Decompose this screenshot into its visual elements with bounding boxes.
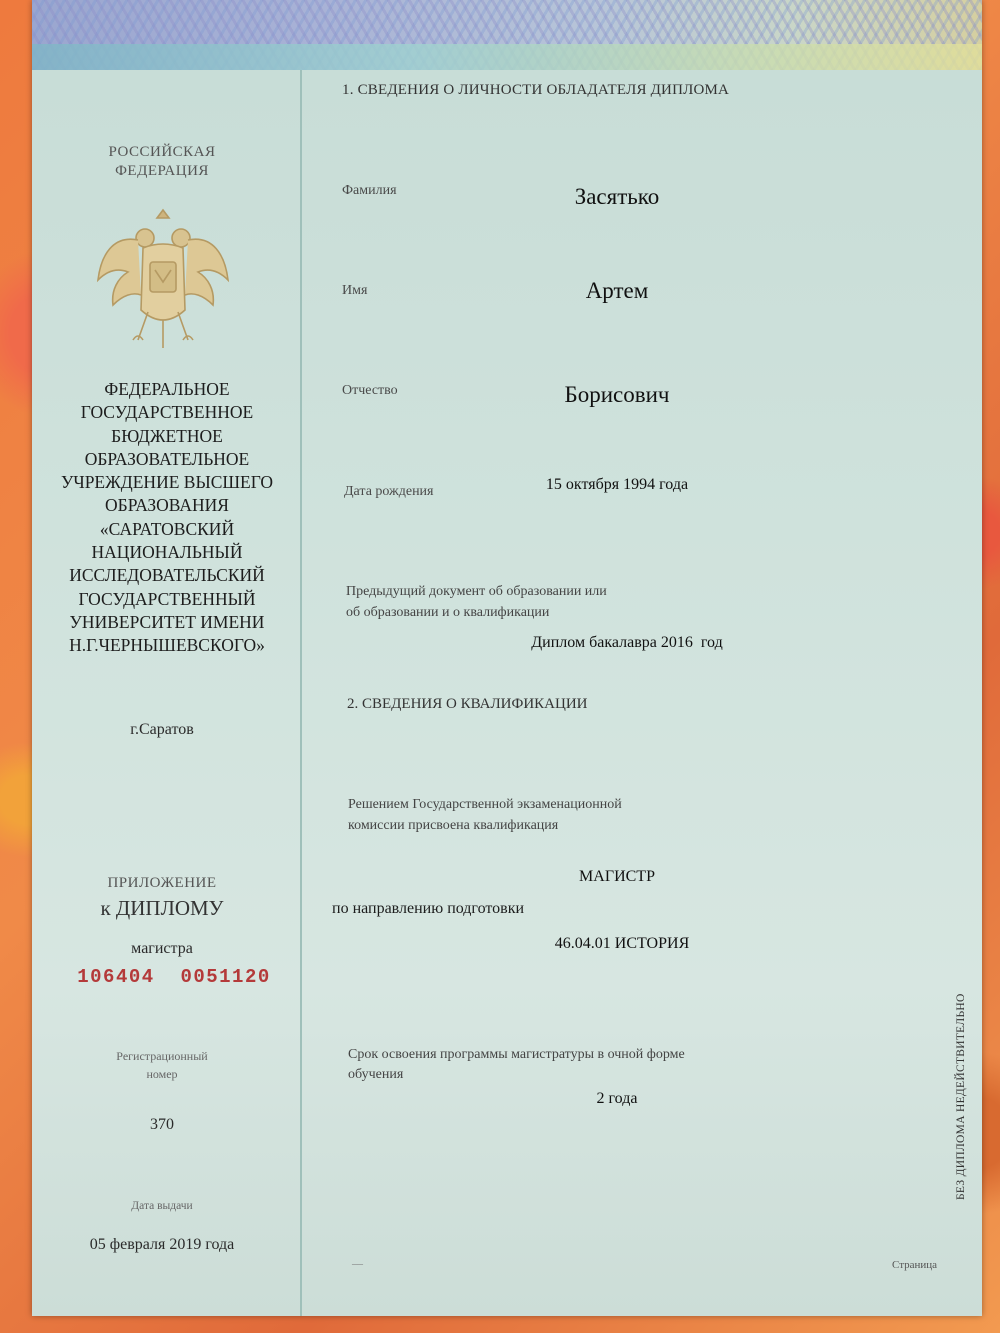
page-label: Страница	[892, 1259, 938, 1271]
university-name: ФЕДЕРАЛЬНОЕ ГОСУДАРСТВЕННОЕ БЮДЖЕТНОЕ ОБРАЗОВАТЕЛЬНОЕ УЧРЕЖДЕНИЕ ВЫСШЕГО ОБРАЗОВАНИЯ «САРАТОВСКИЙ НАЦИОНАЛЬНЫЙ ИССЛЕДОВАТЕЛЬСКИЙ ГОСУДАРСТВЕННЫЙ УНИВЕРСИТЕТ ИМЕНИ Н.Г.ЧЕРНЫШЕВСКОГО»	[60, 379, 274, 656]
qualification-decision-label: Решением Государственной экзаменационной комиссии присвоена квалификация	[348, 797, 622, 833]
qualification-value: МАГИСТР	[579, 868, 655, 885]
previous-document-label: Предыдущий документ об образовании или об образовании и о квалификации	[346, 584, 607, 620]
surname-value: Засятько	[574, 184, 660, 209]
previous-document-value: Диплом бакалавра 2016 год	[531, 634, 723, 651]
section1-heading: 1. СВЕДЕНИЯ О ЛИЧНОСТИ ОБЛАДАТЕЛЯ ДИПЛОМА	[342, 82, 730, 98]
patronymic-label: Отчество	[342, 383, 398, 398]
birth-date-value: 15 октября 1994 года	[545, 476, 689, 493]
first-name-label: Имя	[342, 283, 368, 298]
issue-date-label: Дата выдачи	[131, 1200, 193, 1212]
column-divider	[300, 70, 302, 1316]
direction-label: по направлению подготовки	[332, 900, 525, 917]
registration-number: 370	[150, 1116, 174, 1133]
decorative-band-edge	[32, 44, 982, 70]
signature-mark: __	[352, 1254, 363, 1266]
degree-type: магистра	[131, 940, 193, 957]
registration-number-label: Регистрационный номер	[116, 1049, 208, 1081]
issue-date: 05 февраля 2019 года	[89, 1236, 235, 1253]
surname-label: Фамилия	[342, 183, 397, 198]
coat-of-arms-emblem	[92, 200, 234, 355]
appendix-title: ПРИЛОЖЕНИЕ	[107, 875, 217, 891]
specialty-value: 46.04.01 ИСТОРИЯ	[554, 935, 690, 952]
section2-heading: 2. СВЕДЕНИЯ О КВАЛИФИКАЦИИ	[347, 696, 588, 712]
diploma-appendix-sheet	[32, 0, 982, 1316]
city-name: г.Саратов	[130, 721, 194, 738]
study-term-value: 2 года	[596, 1090, 638, 1107]
diploma-serial-number: 106404 0051120	[77, 966, 271, 988]
birth-date-label: Дата рождения	[344, 484, 434, 499]
validity-note: БЕЗ ДИПЛОМА НЕДЕЙСТВИТЕЛЬНО	[955, 993, 967, 1200]
patronymic-value: Борисович	[564, 382, 670, 407]
appendix-subtitle: к ДИПЛОМУ	[100, 896, 224, 920]
study-term-label: Срок освоения программы магистратуры в очной форме обучения	[348, 1047, 685, 1082]
first-name-value: Артем	[585, 278, 649, 303]
country-name: РОССИЙСКАЯ ФЕДЕРАЦИЯ	[108, 144, 216, 179]
